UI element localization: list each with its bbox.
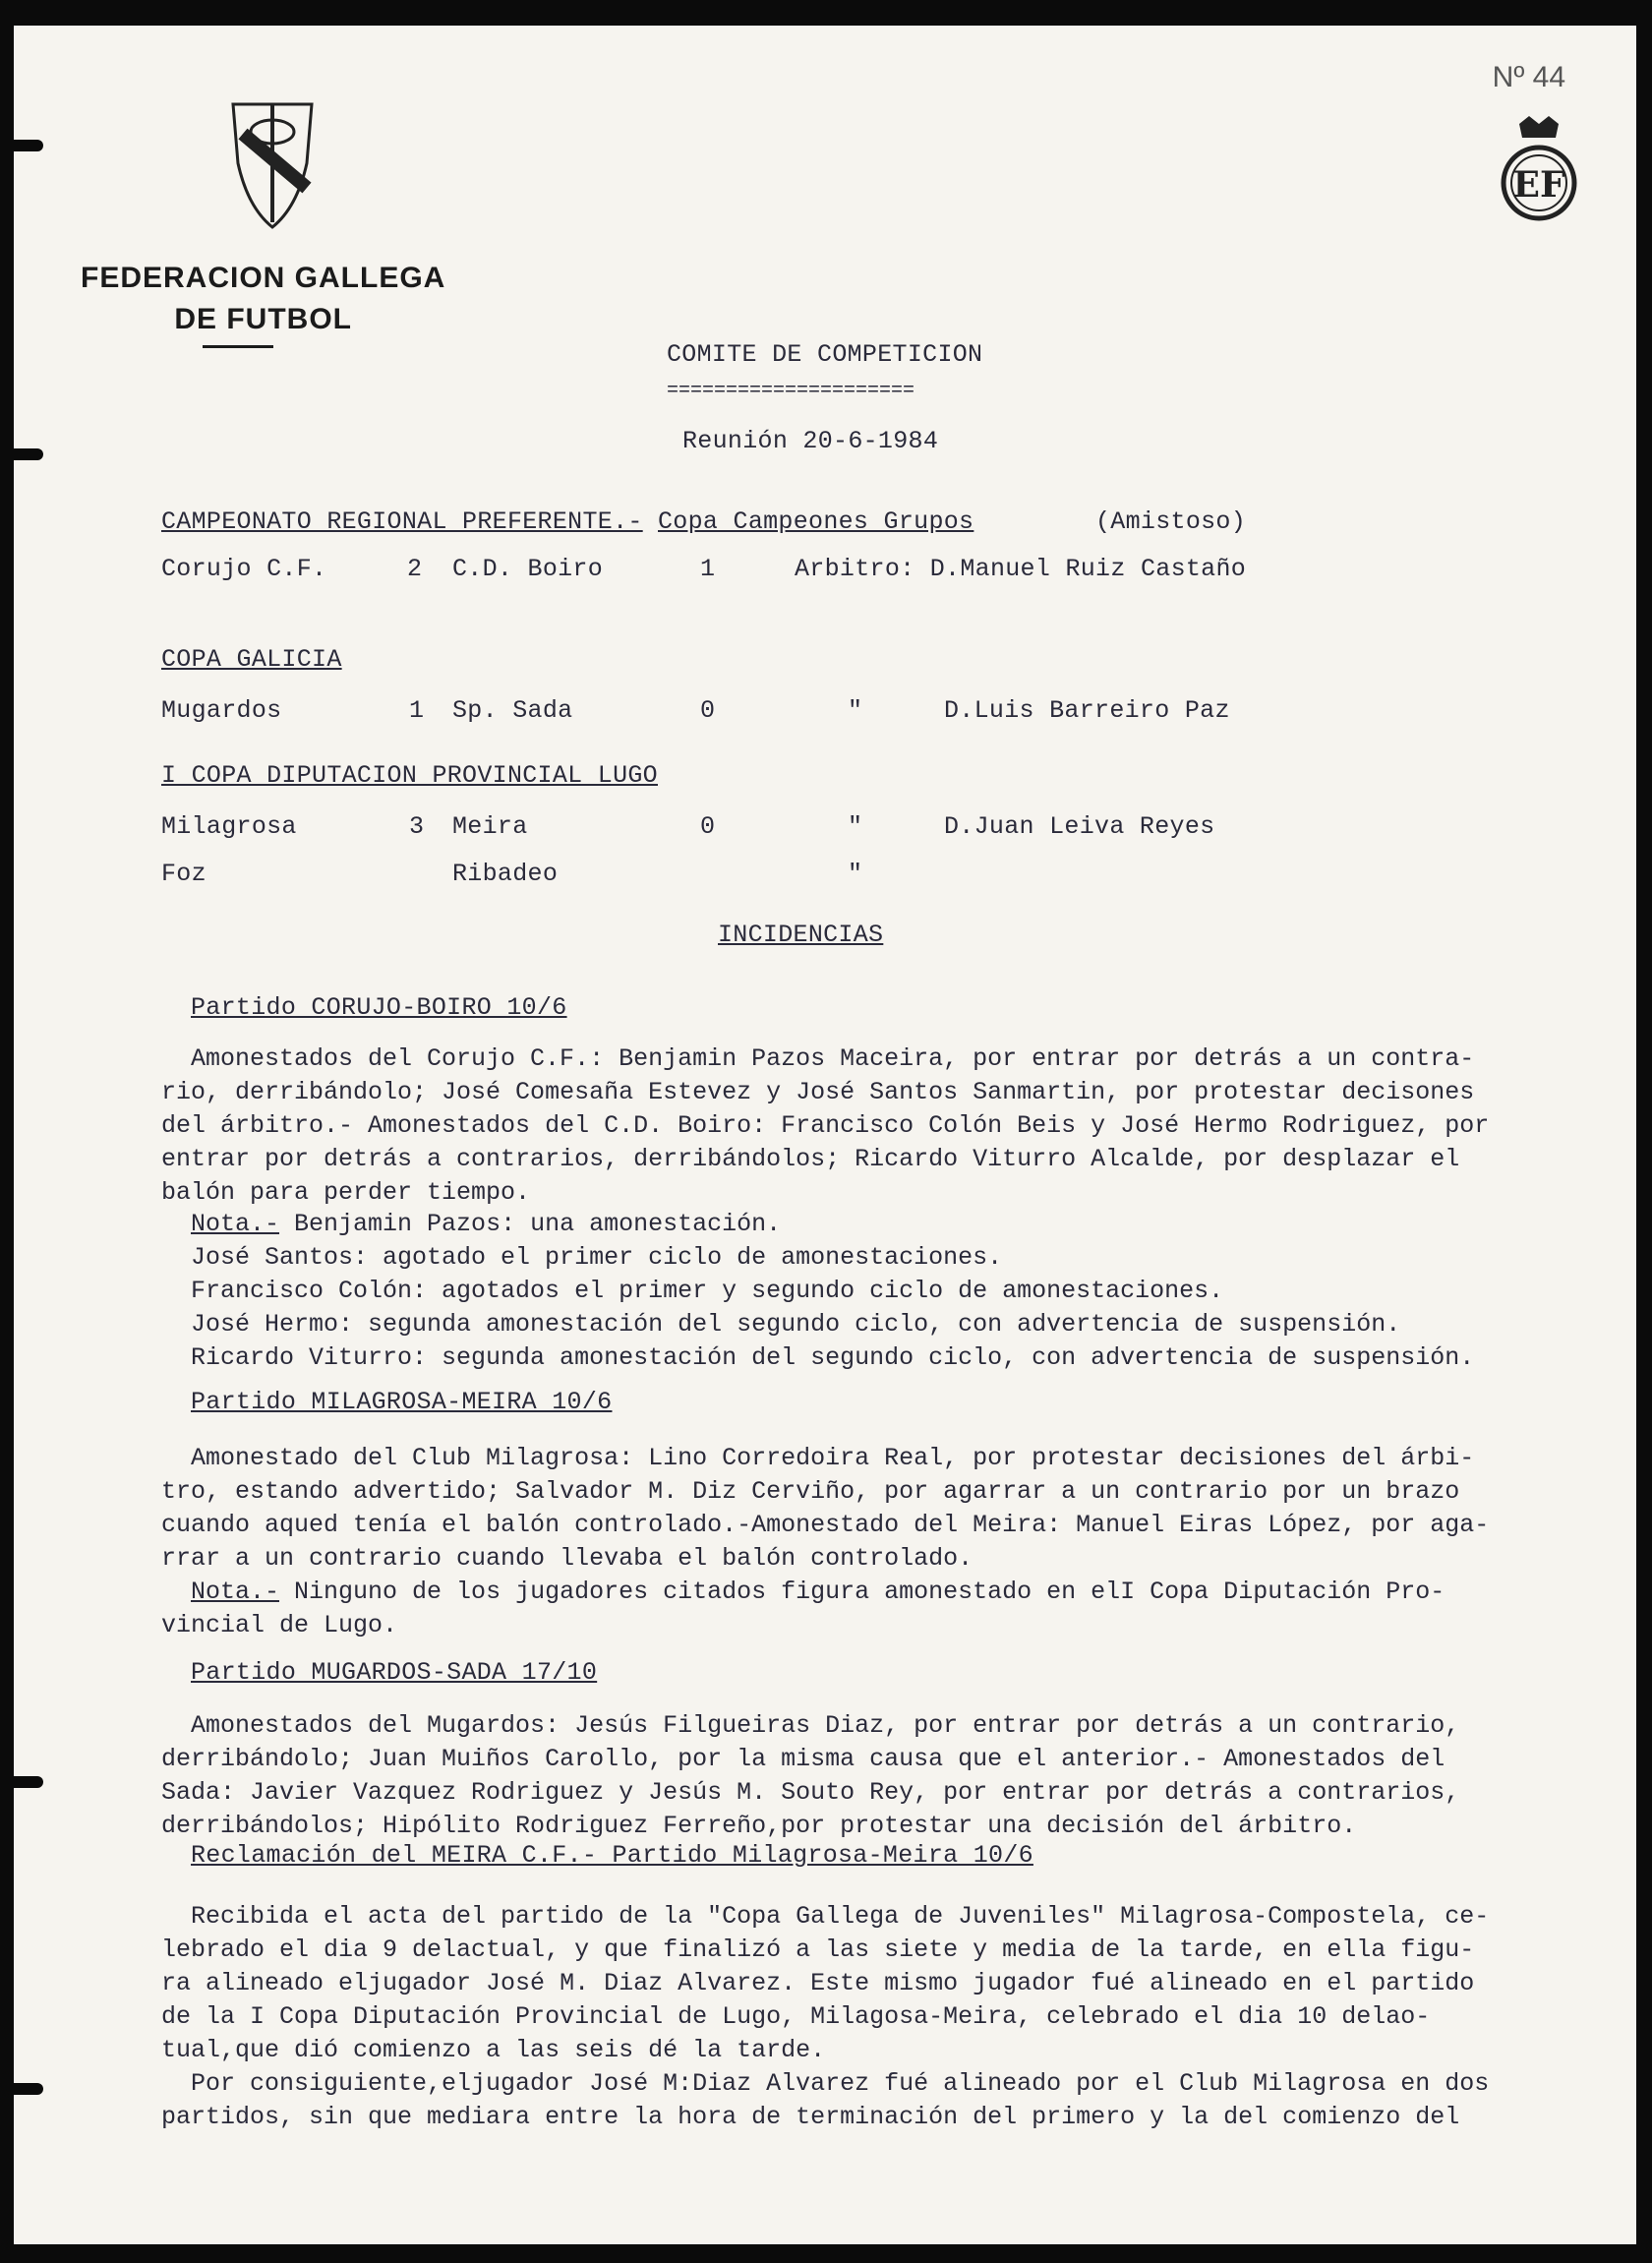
incidents-heading: INCIDENCIAS (718, 921, 884, 949)
match-home-team: Milagrosa (161, 812, 297, 841)
match-home-score: 1 (409, 696, 425, 725)
match-home-team: Corujo C.F. (161, 555, 327, 583)
ditto-mark: " (848, 812, 863, 841)
crown-emblem-logo (1495, 114, 1583, 232)
ditto-mark: " (848, 860, 863, 888)
match-away-team: C.D. Boiro (452, 555, 604, 583)
incident-heading: Partido MILAGROSA-MEIRA 10/6 (191, 1388, 613, 1416)
incident-note: Nota.- Benjamin Pazos: una amonestación. José Santos: agotado el primer ciclo de amonestaciones. Francisco Colón: agotados el primer y segundo ciclo de amonestaciones. José Hermo: segunda amonestación del segundo ciclo, con advertencia de suspensión. Ricardo Viturro: segunda amonestación del segundo ciclo, con advertencia de suspensión. (191, 1210, 1475, 1372)
document-page (14, 26, 1636, 2244)
match-home-team: Foz (161, 860, 206, 888)
match-referee: Arbitro: D.Manuel Ruiz Castaño (795, 555, 1247, 583)
match-home-team: Mugardos (161, 696, 282, 725)
meeting-date: Reunión 20-6-1984 (682, 427, 939, 455)
match-away-team: Ribadeo (452, 860, 559, 888)
incident-body: Amonestados del Corujo C.F.: Benjamin Pazos Maceira, por entrar por detrás a un contra- rio, derribándolo; José Comesaña Estevez y José Santos Sanmartin, por protestar decisones del árbitro.- Amonestados del C.D. Boiro: Francisco Colón Beis y José Hermo Rodriguez, por entrar por detrás a contrarios, derribándolos; Ricardo Viturro Alcalde, por desplazar el balón para perder tiempo. (161, 1044, 1490, 1207)
title-underline: ===================== (667, 380, 915, 402)
section-heading: CAMPEONATO REGIONAL PREFERENTE.- Copa Campeones Grupos (161, 507, 974, 536)
incident-note: Nota.- Ninguno de los jugadores citados figura amonestado en elI Copa Diputación Pro- vincial de Lugo. (161, 1578, 1446, 1639)
incident-body: Amonestado del Club Milagrosa: Lino Corredoira Real, por protestar decisiones del árbi- tro, estando advertido; Salvador M. Diz Cerviño, por agarrar a un contrario por un brazo cuando aqued tenía el balón controlado.-Amonestado del Meira: Manuel Eiras López, por aga- rrar a un contrario cuando llevaba el balón controlado. (161, 1444, 1490, 1573)
match-away-score: 0 (700, 696, 716, 725)
binder-hole (14, 140, 43, 151)
match-home-score: 3 (409, 812, 425, 841)
federation-name (81, 258, 445, 340)
match-away-score: 1 (700, 555, 716, 583)
svg-text:EF: EF (1512, 164, 1565, 206)
federation-name-line1: FEDERACION GALLEGA (81, 262, 446, 294)
match-home-score: 2 (407, 555, 423, 583)
section-heading: I COPA DIPUTACION PROVINCIAL LUGO (161, 761, 658, 790)
incident-body: Amonestados del Mugardos: Jesús Filgueiras Diaz, por entrar por detrás a un contrario, derribándolo; Juan Muiños Carollo, por la misma causa que el anterior.- Amonestados del Sada: Javier Vazquez Rodriguez y Jesús M. Souto Rey, por entrar por detrás a contrarios, derribándolos; Hipólito Rodriguez Ferreño,por protestar una decisión del árbitro. (161, 1711, 1460, 1840)
match-referee: D.Luis Barreiro Paz (944, 696, 1230, 725)
binder-hole (14, 448, 43, 460)
page-number: Nº 44 (1492, 61, 1565, 93)
incident-heading: Partido CORUJO-BOIRO 10/6 (191, 993, 567, 1022)
ditto-mark: " (848, 696, 863, 725)
incident-heading: Reclamación del MEIRA C.F.- Partido Milagrosa-Meira 10/6 (191, 1841, 1033, 1870)
page-title: COMITE DE COMPETICION (667, 340, 983, 369)
match-away-team: Sp. Sada (452, 696, 573, 725)
match-away-score: 0 (700, 812, 716, 841)
section-note: (Amistoso) (1095, 507, 1247, 536)
section-heading: COPA GALICIA (161, 645, 342, 674)
divider (203, 345, 273, 348)
match-away-team: Meira (452, 812, 528, 841)
binder-hole (14, 2083, 43, 2095)
incident-body: Recibida el acta del partido de la "Copa Gallega de Juveniles" Milagrosa-Compostela, ce- lebrado el dia 9 delactual, y que finalizó a las siete y media de la tarde, en ella figu- ra alineado eljugador José M. Diaz Alvarez. Este mismo jugador fué alineado en el partido de la I Copa Diputación Provincial de Lugo, Milagosa-Meira, celebrado el dia 10 delao- tual,que dió comienzo a las seis dé la tarde. Por consiguiente,eljugador José M:Diaz Alvarez fué alineado por el Club Milagrosa en dos partidos, sin que mediara entre la hora de terminación del primero y la del comienzo del (161, 1902, 1490, 2131)
match-referee: D.Juan Leiva Reyes (944, 812, 1215, 841)
binder-hole (14, 1776, 43, 1788)
federation-shield-logo (228, 94, 317, 232)
federation-name-line2: DE FUTBOL (174, 303, 352, 335)
incident-heading: Partido MUGARDOS-SADA 17/10 (191, 1658, 598, 1687)
